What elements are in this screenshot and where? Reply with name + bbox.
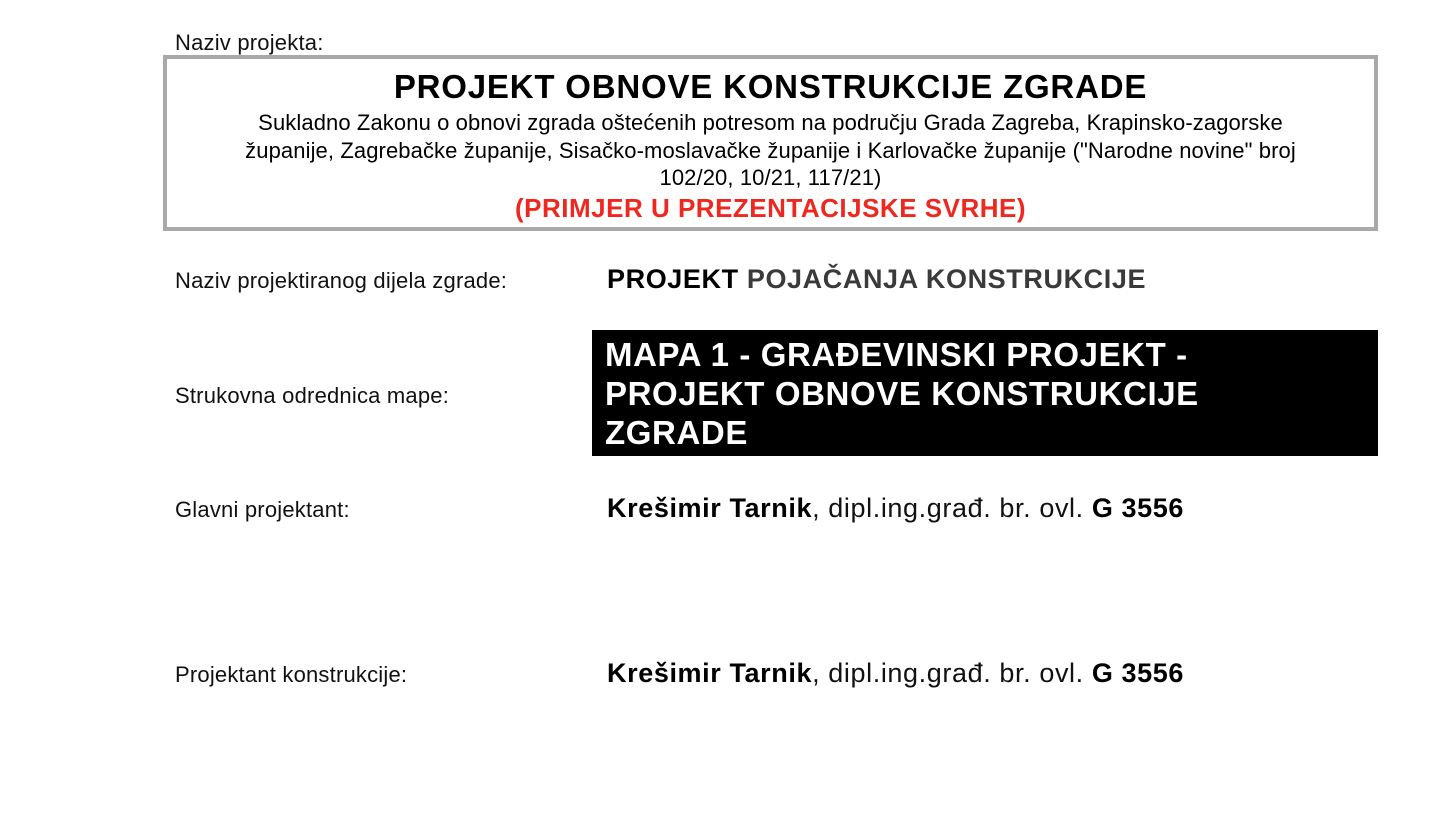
legal-basis-text: Sukladno Zakonu o obnovi zgrada oštećenih potresom na području Grada Zagreba, Krapinsko-zagorske županije, Zagrebačke županije, Sisačko-moslavačke županije i Karlovačke županije ("Narodne novine" broj 102/20, 10/21, 117/21) <box>245 110 1296 190</box>
chief-designer-name: Krešimir Tarnik <box>607 493 813 523</box>
disclaimer-text: (PRIMJER U PREZENTACIJSKE SVRHE) <box>514 192 1027 223</box>
chief-designer-label: Glavni projektant: <box>175 497 350 522</box>
design-part-value-primary: PROJEKT <box>607 264 739 294</box>
structural-designer-name: Krešimir Tarnik <box>607 658 813 688</box>
design-part-label: Naziv projektiranog dijela zgrade: <box>175 268 508 293</box>
chief-designer-credentials: , dipl.ing.građ. br. ovl. <box>812 493 1092 523</box>
structural-designer-value <box>607 658 1184 689</box>
chief-designer-value <box>607 493 1184 524</box>
project-title-box <box>163 55 1378 231</box>
structural-designer-label: Projektant konstrukcije: <box>175 662 408 687</box>
project-name-label: Naziv projekta: <box>175 30 324 55</box>
design-part-value <box>607 264 1146 295</box>
structural-designer-credentials: , dipl.ing.građ. br. ovl. <box>812 658 1092 688</box>
map-designation-label: Strukovna odrednica mape: <box>175 383 450 408</box>
project-title: PROJEKT OBNOVE KONSTRUKCIJE ZGRADE <box>393 68 1148 105</box>
design-part-value-secondary: POJAČANJA KONSTRUKCIJE <box>738 264 1147 294</box>
structural-designer-license: G 3556 <box>1091 658 1185 688</box>
chief-designer-license: G 3556 <box>1091 493 1185 523</box>
map-designation-value: MAPA 1 - GRAĐEVINSKI PROJEKT - PROJEKT OBNOVE KONSTRUKCIJE ZGRADE <box>592 330 1378 456</box>
